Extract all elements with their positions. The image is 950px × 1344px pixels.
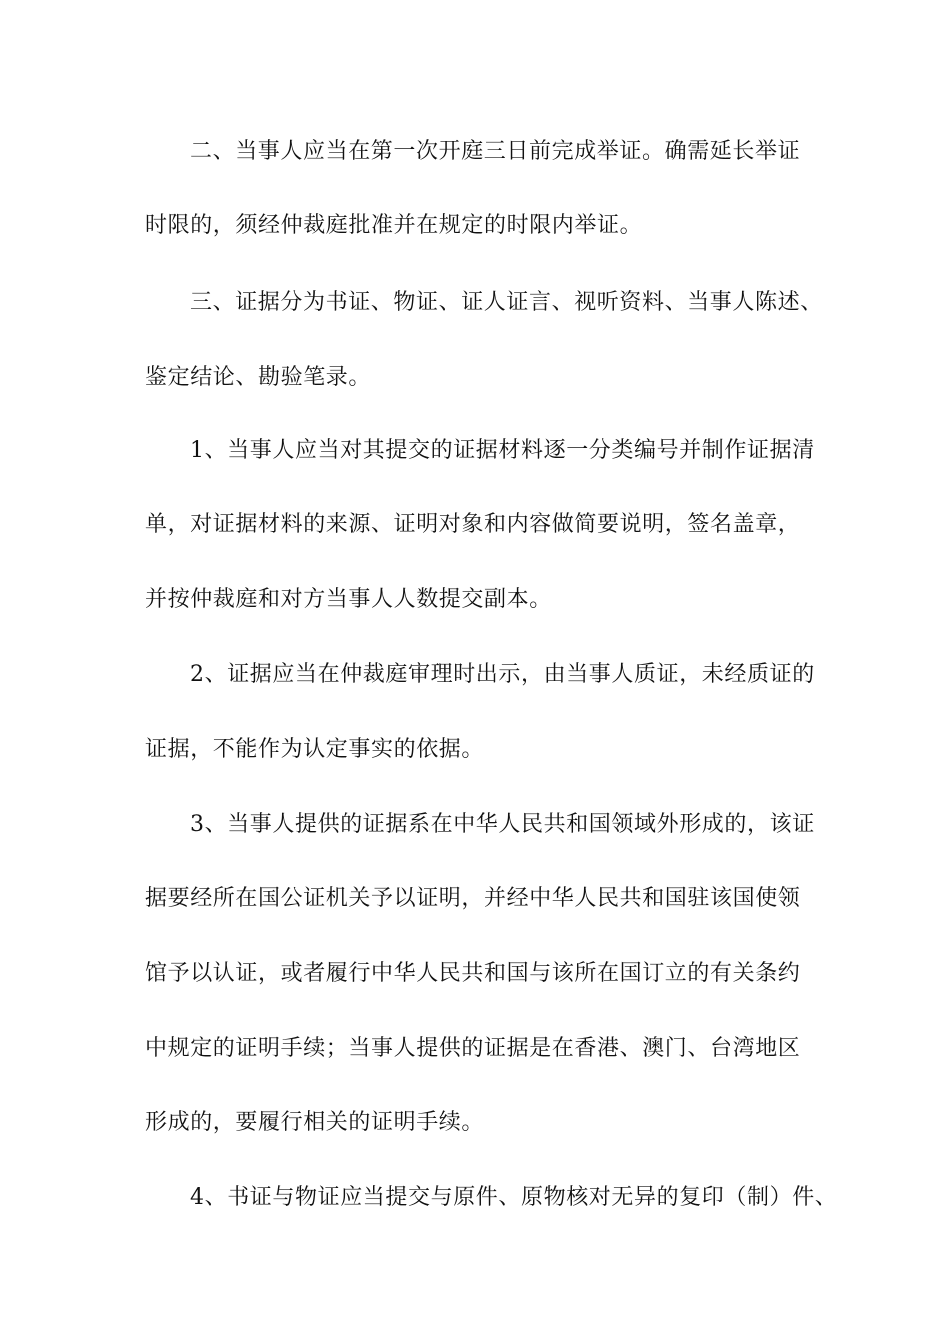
item-1-line-3: 并按仲裁庭和对方当事人人数提交副本。	[145, 587, 552, 612]
paragraph-3-line-2: 鉴定结论、勘验笔录。	[145, 365, 372, 390]
item-3-line-1: 3、当事人提供的证据系在中华人民共和国领域外形成的，该证	[190, 812, 815, 837]
paragraph-2-line-1: 二、当事人应当在第一次开庭三日前完成举证。确需延长举证	[190, 139, 801, 164]
item-2-line-1: 2、证据应当在仲裁庭审理时出示，由当事人质证，未经质证的	[190, 662, 815, 687]
item-1-line-2: 单，对证据材料的来源、证明对象和内容做简要说明，签名盖章，	[145, 512, 801, 537]
item-3-line-2: 据要经所在国公证机关予以证明，并经中华人民共和国驻该国使领	[145, 886, 801, 911]
paragraph-3-line-1: 三、证据分为书证、物证、证人证言、视听资料、当事人陈述、	[190, 290, 823, 315]
item-3-line-3: 馆予以认证，或者履行中华人民共和国与该所在国订立的有关条约	[145, 961, 801, 986]
item-1-line-1: 1、当事人应当对其提交的证据材料逐一分类编号并制作证据清	[190, 438, 815, 463]
item-3-line-4: 中规定的证明手续；当事人提供的证据是在香港、澳门、台湾地区	[145, 1036, 801, 1061]
item-2-line-2: 证据，不能作为认定事实的依据。	[145, 737, 485, 762]
paragraph-2-line-2: 时限的，须经仲裁庭批准并在规定的时限内举证。	[145, 213, 643, 238]
item-4-line-1: 4、书证与物证应当提交与原件、原物核对无异的复印（制）件、	[190, 1185, 838, 1210]
item-3-line-5: 形成的，要履行相关的证明手续。	[145, 1110, 485, 1135]
